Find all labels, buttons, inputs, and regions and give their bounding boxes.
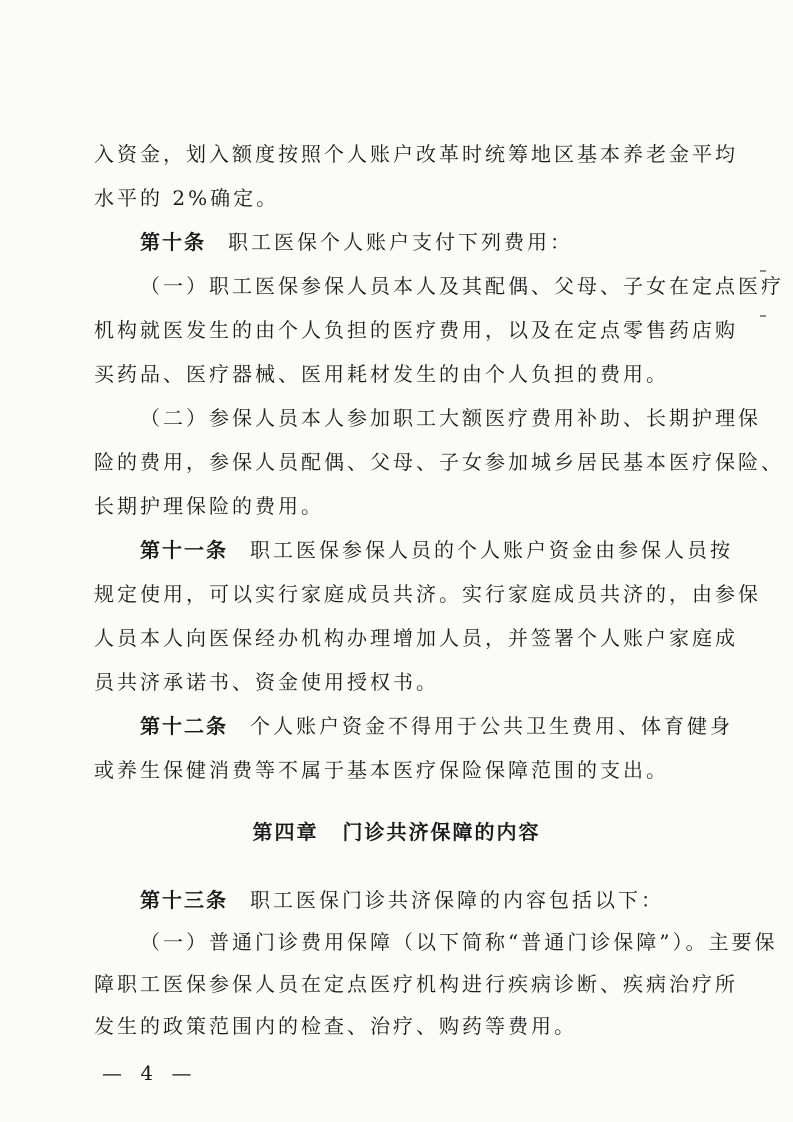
paragraph-line: 规定使用，可以实行家庭成员共济。实行家庭成员共济的，由参保 <box>94 582 761 606</box>
paragraph-line: 买药品、医疗器械、医用耗材发生的由个人负担的费用。 <box>94 362 669 386</box>
article-text: 职工医保门诊共济保障的内容包括以下： <box>250 888 664 912</box>
paragraph-line: 人员本人向医保经办机构办理增加人员，并签署个人账户家庭成 <box>94 626 738 650</box>
article-heading: 第十一条 <box>140 538 228 562</box>
chapter-number: 第四章 <box>252 820 319 844</box>
paragraph-line: 水平的 2%确定。 <box>94 186 280 210</box>
page-number: — 4 — <box>102 1061 198 1085</box>
scan-mark-top <box>760 270 766 272</box>
paragraph-line: 员共济承诺书、资金使用授权书。 <box>94 670 439 694</box>
article-heading: 第十条 <box>140 230 206 254</box>
paragraph-line: 或养生保健消费等不属于基本医疗保险保障范围的支出。 <box>94 758 669 782</box>
paragraph-line: 机构就医发生的由个人负担的医疗费用，以及在定点零售药店购 <box>94 318 738 342</box>
article-text: 职工医保参保人员的个人账户资金由参保人员按 <box>250 538 733 562</box>
paragraph-line: （一）普通门诊费用保障（以下简称“普通门诊保障”）。主要保 <box>140 930 778 954</box>
chapter-heading <box>0 812 793 852</box>
paragraph-line: （一）职工医保参保人员本人及其配偶、父母、子女在定点医疗 <box>140 274 784 298</box>
chapter-title: 门诊共济保障的内容 <box>342 820 541 844</box>
paragraph-line: 发生的政策范围内的检查、治疗、购药等费用。 <box>94 1014 577 1038</box>
article-heading: 第十二条 <box>140 714 228 738</box>
scan-mark-bottom <box>760 315 766 317</box>
article-11 <box>140 530 733 570</box>
article-heading: 第十三条 <box>140 888 228 912</box>
article-10 <box>140 222 692 262</box>
paragraph-line: 入资金，划入额度按照个人账户改革时统筹地区基本养老金平均 <box>94 142 738 166</box>
paragraph-line: 长期护理保险的费用。 <box>94 494 324 518</box>
article-12 <box>140 706 733 746</box>
paragraph-line: 障职工医保参保人员在定点医疗机构进行疾病诊断、疾病治疗所 <box>94 972 738 996</box>
paragraph-line: 险的费用，参保人员配偶、父母、子女参加城乡居民基本医疗保险、 <box>94 450 784 474</box>
article-text: 个人账户资金不得用于公共卫生费用、体育健身 <box>250 714 733 738</box>
article-13 <box>140 880 692 920</box>
article-text: 职工医保个人账户支付下列费用： <box>228 230 573 254</box>
paragraph-line: （二）参保人员本人参加职工大额医疗费用补助、长期护理保 <box>140 406 761 430</box>
